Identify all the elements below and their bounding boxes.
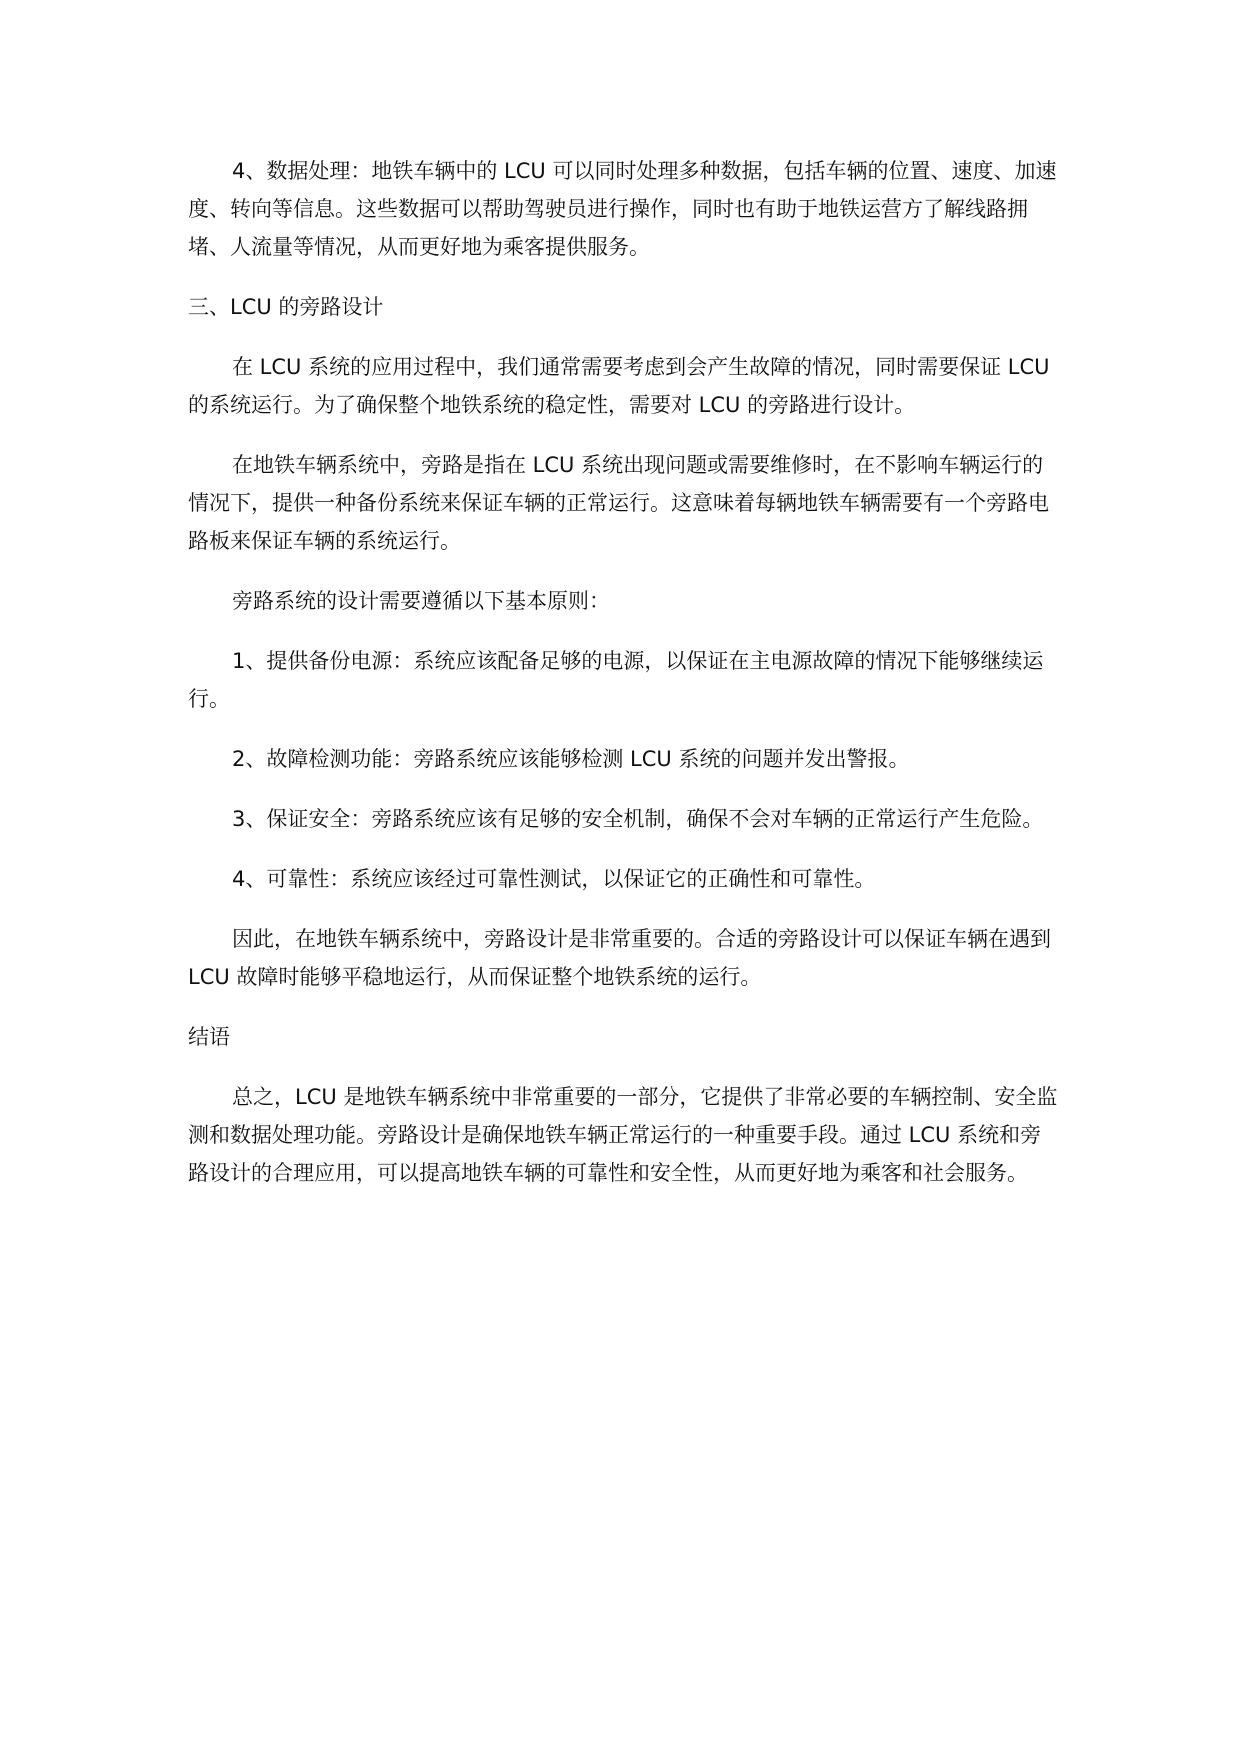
list-item-fault-detection: 2、故障检测功能：旁路系统应该能够检测 LCU 系统的问题并发出警报。 bbox=[232, 747, 910, 771]
document-page bbox=[188, 152, 1058, 1192]
paragraph-bypass-intro: 在 LCU 系统的应用过程中，我们通常需要考虑到会产生故障的情况，同时需要保证 LCU 的系统运行。为了确保整个地铁系统的稳定性，需要对 LCU 的旁路进行设计。 bbox=[188, 355, 1050, 417]
paragraph-data-processing: 4、数据处理：地铁车辆中的 LCU 可以同时处理多种数据，包括车辆的位置、速度、加速度、转向等信息。这些数据可以帮助驾驶员进行操作，同时也有助于地铁运营方了解线路拥堵、人流量等情况，从而更好地为乘客提供服务。 bbox=[188, 159, 1057, 259]
list-item-safety: 3、保证安全：旁路系统应该有足够的安全机制，确保不会对车辆的正常运行产生危险。 bbox=[232, 807, 1044, 831]
list-item-reliability: 4、可靠性：系统应该经过可靠性测试，以保证它的正确性和可靠性。 bbox=[232, 867, 876, 891]
list-item-backup-power: 1、提供备份电源：系统应该配备足够的电源，以保证在主电源故障的情况下能够继续运行。 bbox=[188, 649, 1044, 711]
section-heading-bypass-design: 三、LCU 的旁路设计 bbox=[188, 295, 384, 319]
paragraph-bypass-conclusion: 因此，在地铁车辆系统中，旁路设计是非常重要的。合适的旁路设计可以保证车辆在遇到 LCU 故障时能够平稳地运行，从而保证整个地铁系统的运行。 bbox=[188, 927, 1051, 989]
paragraph-bypass-definition: 在地铁车辆系统中，旁路是指在 LCU 系统出现问题或需要维修时，在不影响车辆运行的情况下，提供一种备份系统来保证车辆的正常运行。这意味着每辆地铁车辆需要有一个旁路电路板来保证车辆的系统运行。 bbox=[188, 453, 1049, 553]
section-heading-conclusion: 结语 bbox=[188, 1025, 230, 1049]
paragraph-principles-intro: 旁路系统的设计需要遵循以下基本原则： bbox=[232, 589, 610, 613]
paragraph-summary: 总之，LCU 是地铁车辆系统中非常重要的一部分，它提供了非常必要的车辆控制、安全监测和数据处理功能。旁路设计是确保地铁车辆正常运行的一种重要手段。通过 LCU 系统和旁路设计的合理应用，可以提高地铁车辆的可靠性和安全性，从而更好地为乘客和社会服务。 bbox=[188, 1085, 1058, 1185]
